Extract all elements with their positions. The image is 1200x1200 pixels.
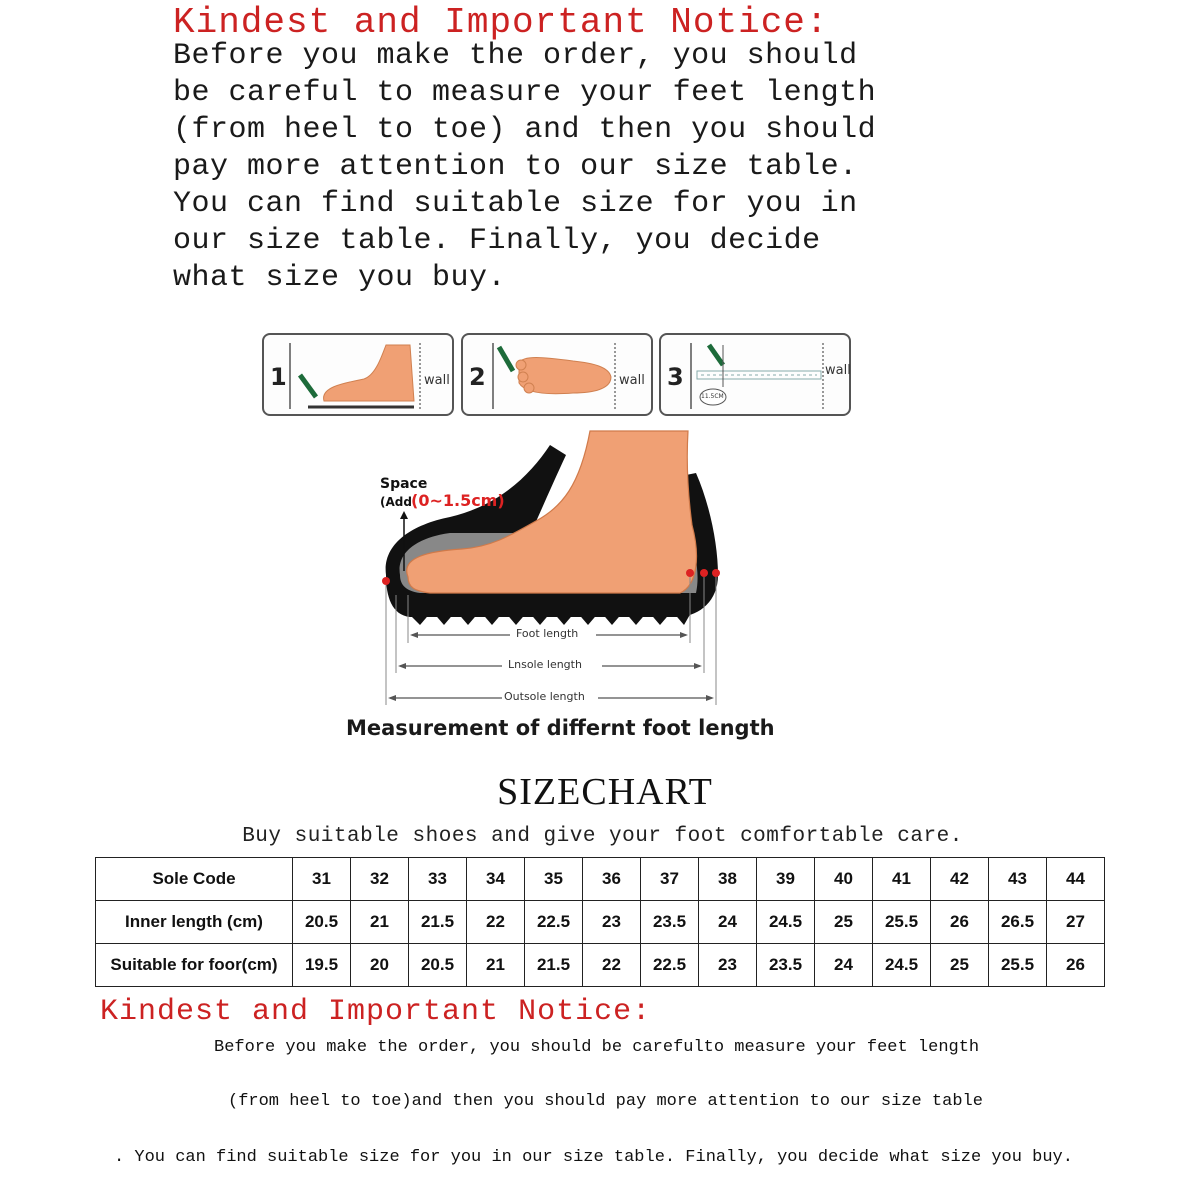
row-label: Sole Code — [96, 858, 293, 901]
table-cell: 43 — [989, 858, 1047, 901]
space-label: Space — [380, 476, 428, 492]
table-cell: 33 — [409, 858, 467, 901]
table-cell: 26.5 — [989, 901, 1047, 944]
table-cell: 42 — [931, 858, 989, 901]
step-number: 3 — [667, 363, 684, 391]
table-cell: 19.5 — [293, 944, 351, 987]
table-cell: 24 — [815, 944, 873, 987]
notice-line: our size table. Finally, you decide — [173, 224, 821, 258]
ruler-icon — [661, 335, 849, 414]
table-cell: 24.5 — [757, 901, 815, 944]
add-range-label: (0~1.5cm) — [411, 491, 505, 510]
size-chart-title: SIZECHART — [497, 771, 713, 813]
step-number: 2 — [469, 363, 486, 391]
table-cell: 41 — [873, 858, 931, 901]
size-chart-subtitle: Buy suitable shoes and give your foot comfortable care. — [242, 825, 963, 848]
table-cell: 21.5 — [525, 944, 583, 987]
foot-length-diagram — [340, 425, 800, 715]
table-cell: 24 — [699, 901, 757, 944]
notice-line: (from heel to toe) and then you should — [173, 113, 877, 147]
foot-in-shoe-icon — [340, 425, 800, 715]
table-cell: 25 — [931, 944, 989, 987]
table-cell: 38 — [699, 858, 757, 901]
measure-step-3 — [659, 333, 851, 416]
row-label: Suitable for foor(cm) — [96, 944, 293, 987]
table-cell: 25.5 — [873, 901, 931, 944]
measure-step-2 — [461, 333, 653, 416]
table-cell: 24.5 — [873, 944, 931, 987]
table-cell: 21 — [467, 944, 525, 987]
size-table — [95, 857, 1105, 987]
table-cell: 44 — [1047, 858, 1105, 901]
ruler-label: 11.5CM — [701, 393, 724, 400]
outsole-length-label: Outsole length — [504, 690, 585, 703]
table-cell: 25 — [815, 901, 873, 944]
table-row — [96, 858, 1105, 901]
table-cell: 31 — [293, 858, 351, 901]
row-label: Inner length (cm) — [96, 901, 293, 944]
wall-label: wall — [619, 373, 645, 388]
table-cell: 25.5 — [989, 944, 1047, 987]
notice-line: You can find suitable size for you in — [173, 187, 858, 221]
notice-title-bottom: Kindest and Important Notice: — [100, 995, 652, 1029]
notice-body — [173, 38, 973, 297]
table-cell: 22.5 — [641, 944, 699, 987]
table-cell: 34 — [467, 858, 525, 901]
table-cell: 26 — [1047, 944, 1105, 987]
notice-line-bottom: . You can find suitable size for you in our size table. Finally, you decide what size you buy. — [114, 1148, 1073, 1167]
notice-line: what size you buy. — [173, 261, 507, 295]
notice-line: be careful to measure your feet length — [173, 76, 877, 110]
table-cell: 21.5 — [409, 901, 467, 944]
step-number: 1 — [270, 363, 287, 391]
table-cell: 21 — [351, 901, 409, 944]
wall-label: wall — [825, 363, 851, 378]
measure-step-1 — [262, 333, 454, 416]
table-row — [96, 944, 1105, 987]
table-cell: 20.5 — [409, 944, 467, 987]
table-cell: 36 — [583, 858, 641, 901]
table-cell: 23 — [583, 901, 641, 944]
table-cell: 39 — [757, 858, 815, 901]
table-cell: 23 — [699, 944, 757, 987]
notice-line: Before you make the order, you should — [173, 39, 858, 73]
notice-title: Kindest and Important Notice: — [173, 2, 829, 43]
table-cell: 27 — [1047, 901, 1105, 944]
table-cell: 23.5 — [641, 901, 699, 944]
table-cell: 37 — [641, 858, 699, 901]
table-cell: 32 — [351, 858, 409, 901]
table-cell: 20 — [351, 944, 409, 987]
foot-length-label: Foot length — [516, 627, 579, 640]
notice-line: pay more attention to our size table. — [173, 150, 858, 184]
table-cell: 22.5 — [525, 901, 583, 944]
add-label: (Add — [380, 495, 412, 509]
insole-length-label: Lnsole length — [508, 658, 582, 671]
table-cell: 22 — [583, 944, 641, 987]
table-cell: 26 — [931, 901, 989, 944]
table-cell: 35 — [525, 858, 583, 901]
diagram-caption: Measurement of differnt foot length — [346, 716, 775, 740]
table-row — [96, 901, 1105, 944]
table-cell: 22 — [467, 901, 525, 944]
notice-line-bottom: Before you make the order, you should be carefulto measure your feet length — [214, 1038, 980, 1057]
table-cell: 23.5 — [757, 944, 815, 987]
table-cell: 40 — [815, 858, 873, 901]
table-cell: 20.5 — [293, 901, 351, 944]
wall-label: wall — [424, 373, 450, 388]
notice-line-bottom: (from heel to toe)and then you should pay more attention to our size table — [228, 1092, 983, 1111]
